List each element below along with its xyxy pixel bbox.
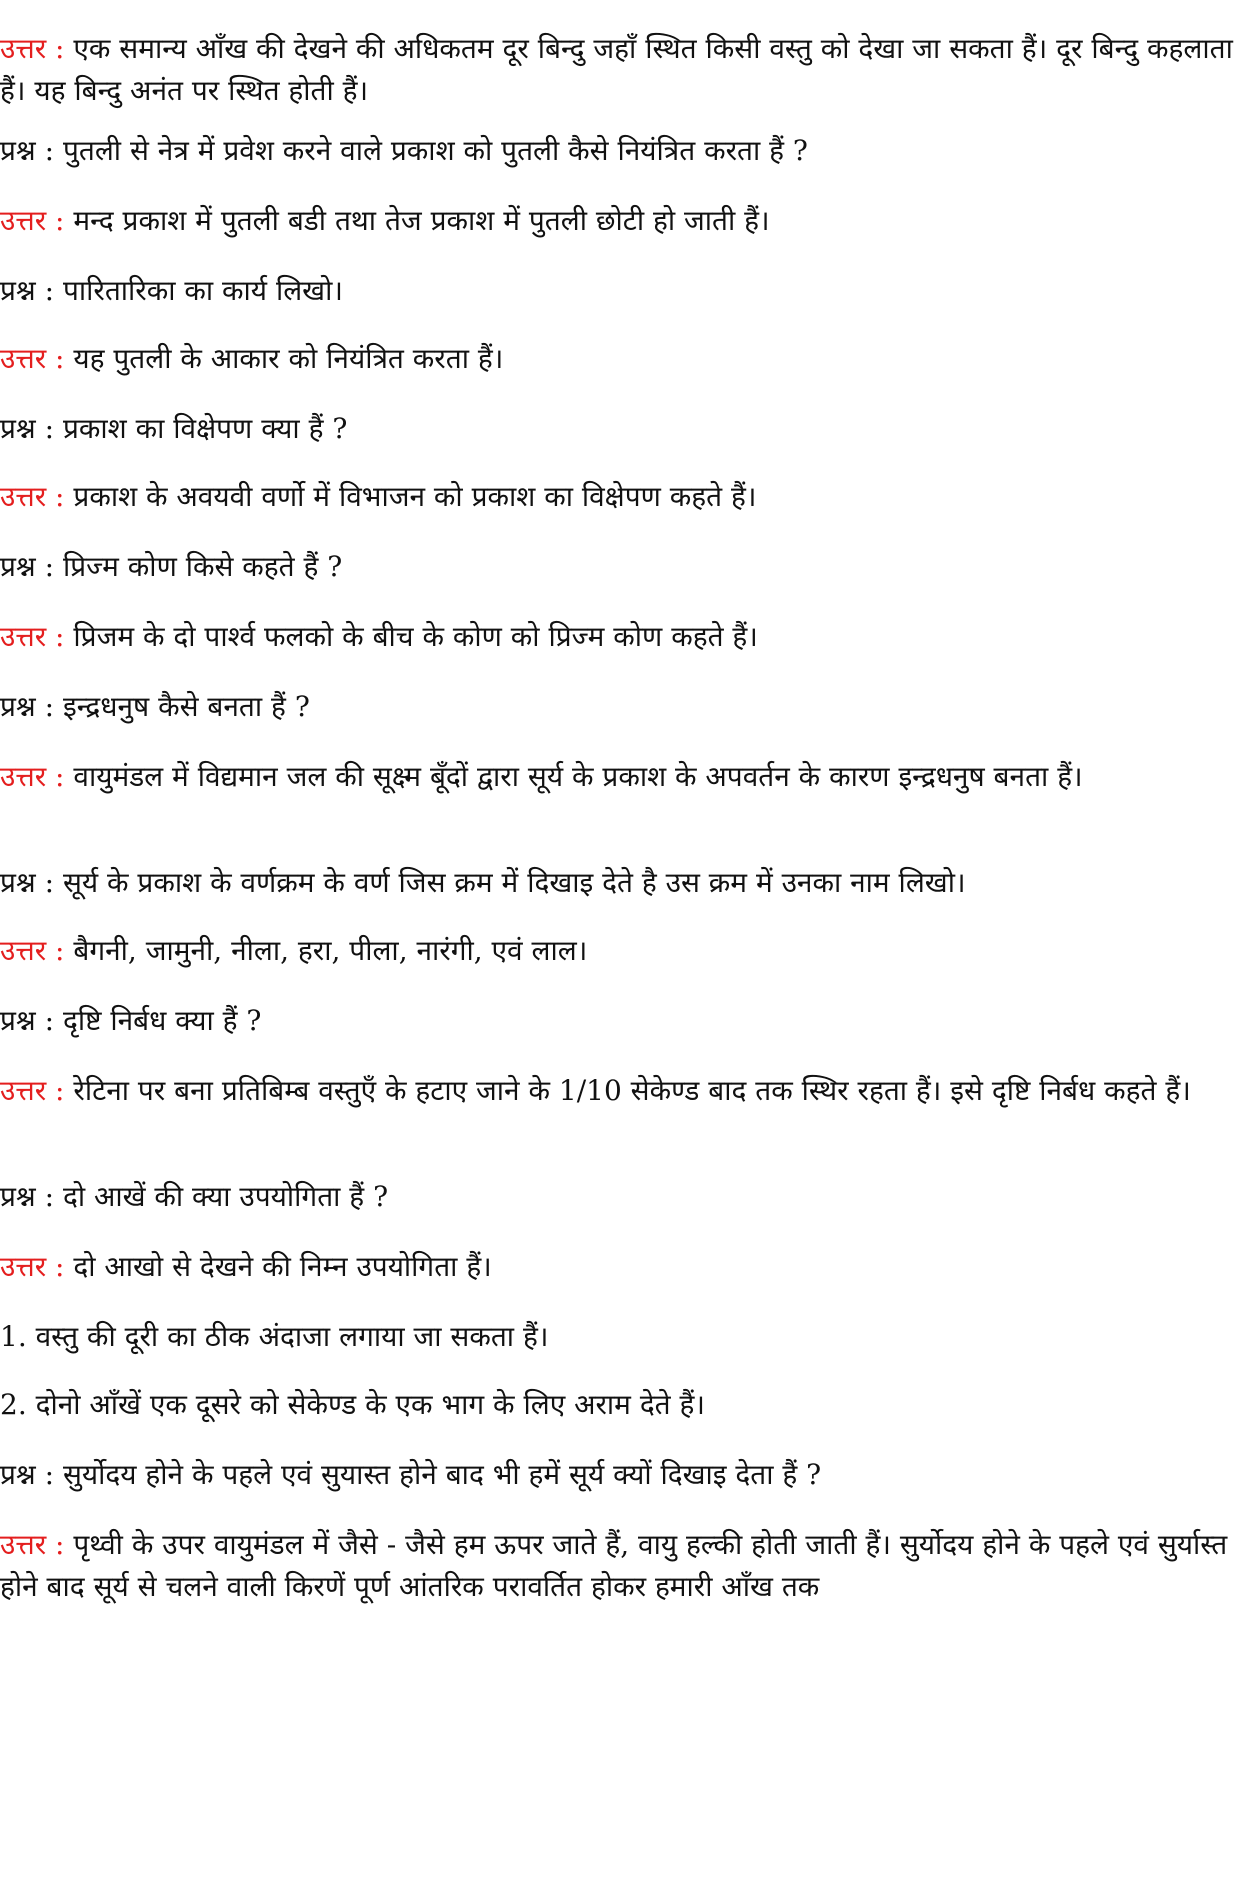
answer-text: मन्द प्रकाश में पुतली बडी तथा तेज प्रकाश में पुतली छोटी हो जाती हैं। [64,204,770,237]
answer-entry [0,476,1250,518]
question-label: प्रश्न : [0,1004,55,1037]
answer-label: उत्तर : [0,32,65,65]
answer-text: प्रिजम के दो पार्श्व फलको के बीच के कोण को प्रिज्म कोण कहते हैं। [64,620,758,653]
answer-entry [0,1070,1250,1112]
question-label: प्रश्न : [0,1180,55,1213]
list-point [0,1316,1250,1358]
answer-entry [0,756,1250,798]
question-text: इन्द्रधनुष कैसे बनता हैं ? [54,690,310,723]
answer-entry [0,1246,1250,1288]
question-entry [0,862,1250,904]
answer-label: उत्तर : [0,480,65,513]
question-text: पारितारिका का कार्य लिखो। [54,274,343,307]
question-text: पुतली से नेत्र में प्रवेश करने वाले प्रकाश को पुतली कैसे नियंत्रित करता हैं ? [54,134,808,167]
answer-entry [0,28,1250,112]
question-entry [0,546,1250,588]
question-label: प्रश्न : [0,550,55,583]
answer-label: उत्तर : [0,1528,65,1561]
answer-entry [0,616,1250,658]
answer-entry [0,930,1250,972]
question-entry [0,686,1250,728]
list-point-text: 1. वस्तु की दूरी का ठीक अंदाजा लगाया जा सकता हैं। [0,1320,549,1353]
answer-text: यह पुतली के आकार को नियंत्रित करता हैं। [64,342,504,375]
question-entry [0,1176,1250,1218]
answer-text: रेटिना पर बना प्रतिबिम्ब वस्तुएँ के हटाए जाने के 1/10 सेकेण्ड बाद तक स्थिर रहता हैं। इसे दृष्टि निर्बध कहते हैं। [64,1074,1191,1107]
answer-entry [0,338,1250,380]
question-text: सुर्योदय होने के पहले एवं सुयास्त होने बाद भी हमें सूर्य क्यों दिखाइ देता हैं ? [54,1458,822,1491]
answer-label: उत्तर : [0,204,65,237]
answer-entry [0,200,1250,242]
answer-label: उत्तर : [0,1074,65,1107]
question-entry [0,130,1250,172]
question-label: प्रश्न : [0,690,55,723]
answer-label: उत्तर : [0,760,65,793]
question-entry [0,1000,1250,1042]
question-label: प्रश्न : [0,1458,55,1491]
question-text: प्रिज्म कोण किसे कहते हैं ? [54,550,343,583]
question-text: दृष्टि निर्बध क्या हैं ? [54,1004,262,1037]
answer-entry [0,1524,1250,1608]
answer-text: प्रकाश के अवयवी वर्णो में विभाजन को प्रकाश का विक्षेपण कहते हैं। [64,480,757,513]
answer-label: उत्तर : [0,1250,65,1283]
question-entry [0,1454,1250,1496]
question-label: प्रश्न : [0,866,55,899]
question-label: प्रश्न : [0,274,55,307]
question-text: सूर्य के प्रकाश के वर्णक्रम के वर्ण जिस क्रम में दिखाइ देते है उस क्रम में उनका नाम लिखो। [54,866,966,899]
answer-text: एक समान्य आँख की देखने की अधिकतम दूर बिन्दु जहाँ स्थित किसी वस्तु को देखा जा सकता हैं। दूर बिन्दु कहलाता हैं। यह बिन्दु अनंत पर स्थित होती हैं। [0,32,1233,107]
question-label: प्रश्न : [0,134,55,167]
answer-label: उत्तर : [0,620,65,653]
list-point-text: 2. दोनो आँखें एक दूसरे को सेकेण्ड के एक भाग के लिए अराम देते हैं। [0,1388,706,1421]
question-text: प्रकाश का विक्षेपण क्या हैं ? [54,412,348,445]
answer-text: पृथ्वी के उपर वायुमंडल में जैसे - जैसे हम ऊपर जाते हैं, वायु हल्की होती जाती हैं। सुर्योदय होने के पहले एवं सुर्यास्त होने बाद सूर्य से चलने वाली किरणें पूर्ण आंतरिक परावर्तित होकर हमारी आँख तक [0,1528,1228,1603]
question-entry [0,270,1250,312]
list-point [0,1384,1250,1426]
answer-text: वायुमंडल में विद्यमान जल की सूक्ष्म बूँदों द्वारा सूर्य के प्रकाश के अपवर्तन के कारण इन्द्रधनुष बनता हैं। [64,760,1083,793]
question-text: दो आखें की क्या उपयोगिता हैं ? [54,1180,389,1213]
answer-text: दो आखो से देखने की निम्न उपयोगिता हैं। [64,1250,492,1283]
answer-label: उत्तर : [0,934,65,967]
question-label: प्रश्न : [0,412,55,445]
answer-label: उत्तर : [0,342,65,375]
answer-text: बैगनी, जामुनी, नीला, हरा, पीला, नारंगी, एवं लाल। [64,934,588,967]
question-entry [0,408,1250,450]
